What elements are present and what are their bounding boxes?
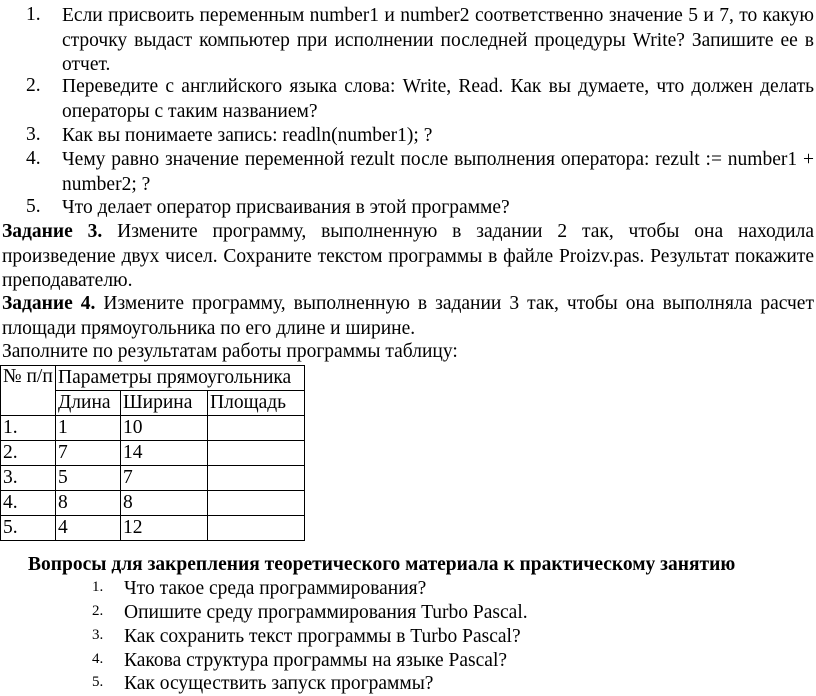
column-header-length: Длина [56,391,121,416]
task-3-label: Задание 3. [2,221,103,242]
review-number: 4. [92,651,104,667]
results-table [0,365,305,541]
review-text: Какова структура программы на языке Pascal? [124,650,508,671]
cell-area[interactable] [208,491,305,516]
cell-length: 1 [56,416,121,441]
cell-number: 2. [1,441,56,466]
column-header-area: Площадь [208,391,305,416]
cell-length: 4 [56,516,121,541]
list-number: 5. [26,196,41,217]
cell-number: 5. [1,516,56,541]
task-4-text: Измените программу, выполненную в задании 3 так, чтобы она выполняла расчет площади прямоугольника по его длине и ширине. [2,293,814,339]
review-text: Как сохранить текст программы в Turbo Pascal? [124,626,521,647]
cell-width: 14 [121,441,208,466]
table-row [1,491,305,516]
table-row [1,441,305,466]
review-number: 2. [92,603,104,619]
cell-number: 4. [1,491,56,516]
list-text: Чему равно значение переменной rezult после выполнения оператора: rezult := number1 + number2; ? [62,149,814,195]
list-text: Как вы понимаете запись: readln(number1); ? [62,125,433,146]
list-number: 4. [26,148,41,169]
task-4-paragraph [2,292,814,341]
table-header-row [1,366,305,391]
review-text: Опишите среду программирования Turbo Pascal. [124,602,528,623]
column-header-number: № п/п [1,366,56,416]
cell-length: 8 [56,491,121,516]
list-text: Если присвоить переменным number1 и number2 соответственно значение 5 и 7, то какую строчку выдаст компьютер при исполнении последней процедуры Write? Запишите ее в отчет. [62,5,814,75]
review-text: Что такое среда программирования? [124,578,427,599]
task-3-paragraph [2,220,814,294]
cell-width: 10 [121,416,208,441]
review-number: 5. [92,674,104,690]
cell-area[interactable] [208,416,305,441]
cell-number: 3. [1,466,56,491]
list-text: Что делает оператор присваивания в этой программе? [62,197,510,218]
review-text: Как осуществить запуск программы? [124,673,434,694]
column-group-header: Параметры прямоугольника [56,366,305,391]
table-row [1,466,305,491]
cell-area[interactable] [208,516,305,541]
cell-width: 8 [121,491,208,516]
cell-length: 7 [56,441,121,466]
list-number: 1. [26,4,41,25]
task-3-text: Измените программу, выполненную в задании 2 так, чтобы она находила произведение двух чисел. Сохраните текстом программы в файле Proizv.pas. Результат покажите преподавателю. [2,221,814,291]
column-header-width: Ширина [121,391,208,416]
table-intro: Заполните по результатам работы программы таблицу: [2,341,458,362]
cell-area[interactable] [208,441,305,466]
task-4-label: Задание 4. [2,293,96,314]
table-row [1,416,305,441]
table-row [1,516,305,541]
review-number: 1. [92,579,104,595]
review-number: 3. [92,627,104,643]
cell-length: 5 [56,466,121,491]
list-number: 2. [26,75,41,96]
list-number: 3. [26,124,41,145]
cell-area[interactable] [208,466,305,491]
cell-number: 1. [1,416,56,441]
list-text: Переведите с английского языка слова: Write, Read. Как вы думаете, что должен делать операторы с таким названием? [62,76,814,122]
cell-width: 7 [121,466,208,491]
cell-width: 12 [121,516,208,541]
review-heading: Вопросы для закрепления теоретического материала к практическому занятию [28,554,736,575]
